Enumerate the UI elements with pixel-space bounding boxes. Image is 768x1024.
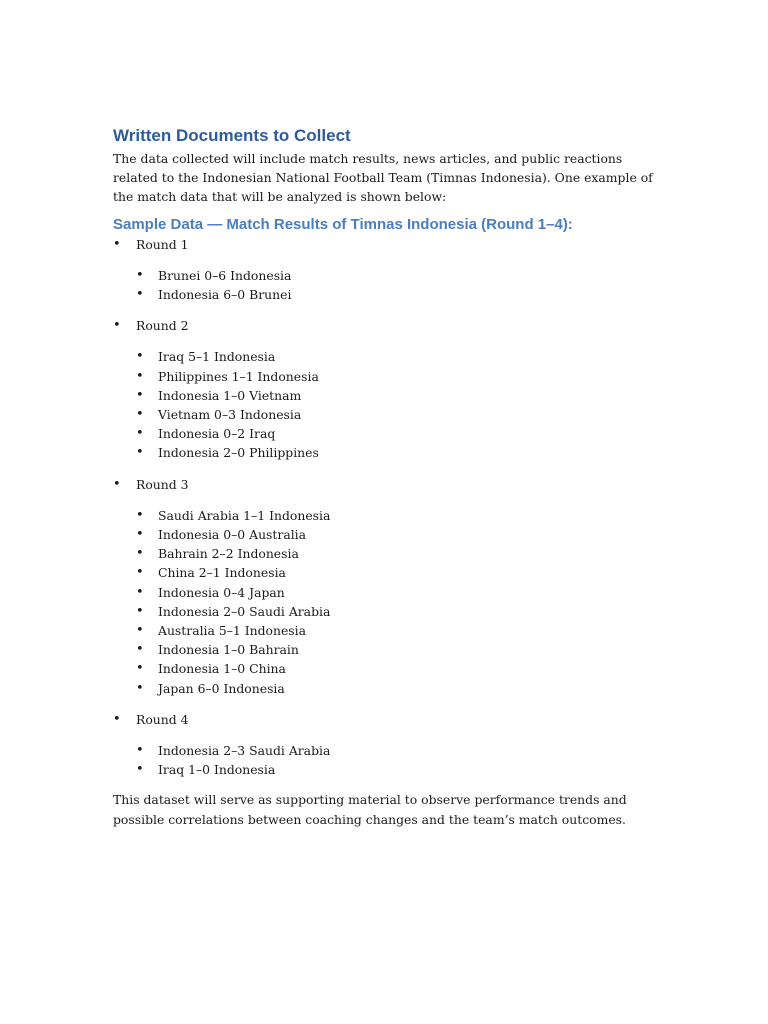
round-item: [113, 710, 653, 780]
match-item: • Iraq 5–1 Indonesia: [136, 347, 653, 366]
round-label: • Round 2: [136, 318, 189, 334]
round-item: [113, 475, 653, 698]
round-label: • Round 3: [136, 476, 189, 492]
match-list: [136, 266, 653, 304]
match-item: • Saudi Arabia 1–1 Indonesia: [136, 506, 653, 525]
match-list: [136, 506, 653, 698]
rounds-list: [113, 235, 653, 780]
round-label: • Round 4: [136, 711, 189, 727]
match-item: • Indonesia 0–0 Australia: [136, 525, 653, 544]
match-list: [136, 347, 653, 462]
round-item: [113, 235, 653, 305]
round-label: • Round 1: [136, 236, 189, 252]
round-item: [113, 316, 653, 462]
match-item: • Japan 6–0 Indonesia: [136, 679, 653, 698]
section-heading: Written Documents to Collect: [113, 126, 351, 145]
match-item: • Indonesia 1–0 China: [136, 659, 653, 678]
match-list: [136, 741, 653, 779]
sample-data-subheading: Sample Data — Match Results of Timnas Indonesia (Round 1–4):: [113, 215, 573, 233]
match-item: • Indonesia 0–2 Iraq: [136, 424, 653, 443]
match-item: • Vietnam 0–3 Indonesia: [136, 405, 653, 424]
match-item: • Brunei 0–6 Indonesia: [136, 266, 653, 285]
match-item: • Indonesia 2–3 Saudi Arabia: [136, 741, 653, 760]
document-content: [113, 124, 653, 829]
match-item: • Indonesia 0–4 Japan: [136, 583, 653, 602]
match-item: • Indonesia 1–0 Bahrain: [136, 640, 653, 659]
match-item: • Indonesia 6–0 Brunei: [136, 285, 653, 304]
match-item: • Iraq 1–0 Indonesia: [136, 760, 653, 779]
match-item: • China 2–1 Indonesia: [136, 563, 653, 582]
intro-paragraph: The data collected will include match results, news articles, and public reactions related to the Indonesian National Football Team (Timnas Indonesia). One example of the match data that will be analyzed is shown below:: [113, 151, 653, 205]
match-item: • Australia 5–1 Indonesia: [136, 621, 653, 640]
match-item: • Indonesia 1–0 Vietnam: [136, 386, 653, 405]
closing-paragraph: This dataset will serve as supporting material to observe performance trends and possible correlations between coaching changes and the team’s match outcomes.: [113, 792, 627, 827]
match-item: • Indonesia 2–0 Saudi Arabia: [136, 602, 653, 621]
match-item: • Philippines 1–1 Indonesia: [136, 367, 653, 386]
match-item: • Indonesia 2–0 Philippines: [136, 443, 653, 462]
match-item: • Bahrain 2–2 Indonesia: [136, 544, 653, 563]
